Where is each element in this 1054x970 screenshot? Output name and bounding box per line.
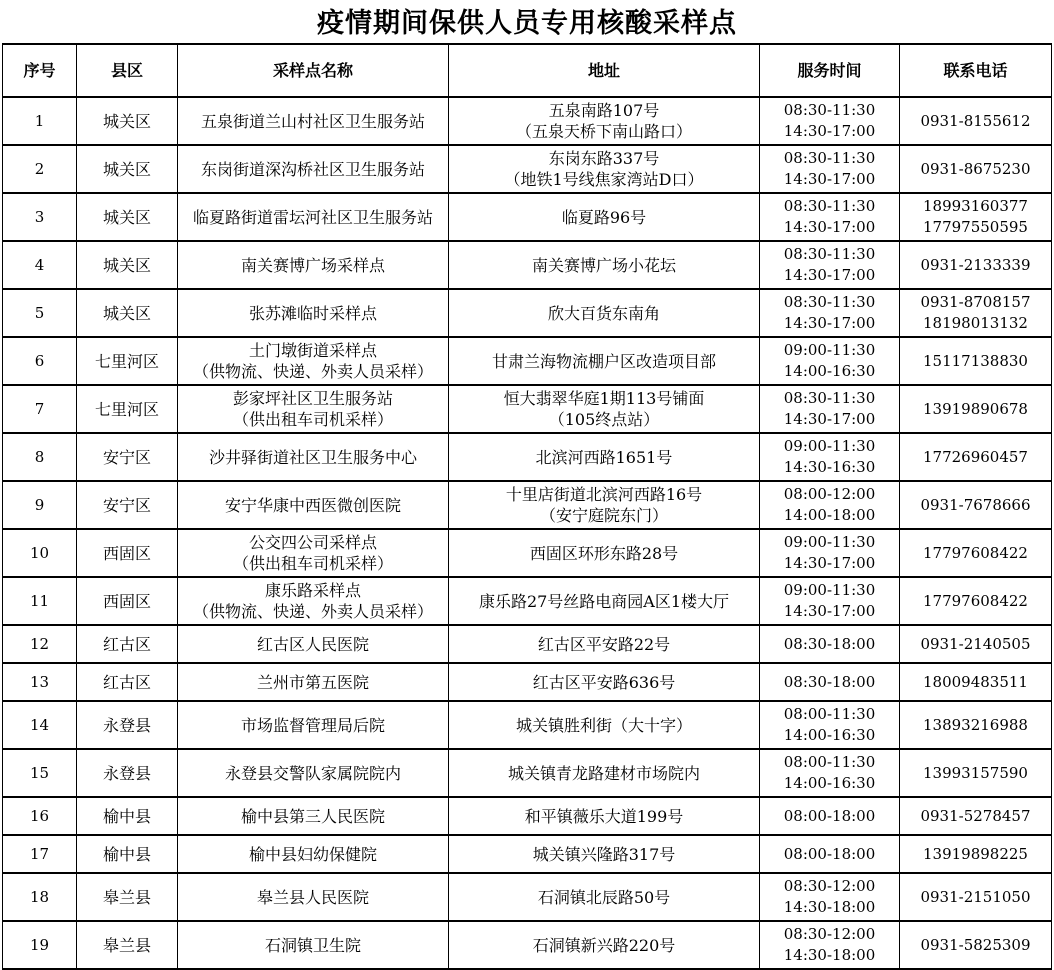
cell-line: 和平镇薇乐大道199号 bbox=[524, 806, 684, 826]
cell-district: 城关区 bbox=[77, 241, 178, 289]
cell-line: 14:00-16:30 bbox=[783, 726, 876, 744]
table-row bbox=[3, 663, 1052, 701]
cell-phones bbox=[900, 873, 1052, 921]
cell-line: 红古区平安路636号 bbox=[532, 672, 676, 692]
cell-site bbox=[178, 835, 449, 873]
cell-serial-number: 17 bbox=[3, 835, 77, 873]
cell-line: 欣大百货东南角 bbox=[547, 303, 660, 323]
cell-line: 石洞镇卫生院 bbox=[264, 935, 361, 955]
cell-line: 14:30-18:00 bbox=[783, 898, 876, 916]
cell-line: 彭家坪社区卫生服务站 bbox=[232, 389, 393, 408]
cell-line: 08:00-12:00 bbox=[783, 485, 876, 503]
cell-hours bbox=[760, 193, 900, 241]
cell-district: 安宁区 bbox=[77, 481, 178, 529]
header-contact-phone: 联系电话 bbox=[900, 44, 1052, 97]
cell-hours bbox=[760, 241, 900, 289]
table-row bbox=[3, 625, 1052, 663]
cell-line: 08:30-11:30 bbox=[783, 293, 876, 311]
cell-line: 08:30-11:30 bbox=[783, 149, 876, 167]
cell-line: 14:30-17:00 bbox=[783, 218, 876, 236]
cell-serial-number: 14 bbox=[3, 701, 77, 749]
cell-line: 08:00-18:00 bbox=[783, 806, 876, 825]
cell-district: 永登县 bbox=[77, 701, 178, 749]
cell-line: 石洞镇北辰路50号 bbox=[537, 887, 671, 907]
cell-hours bbox=[760, 385, 900, 433]
cell-line: 17797608422 bbox=[923, 543, 1028, 562]
cell-line: （供出租车司机采样） bbox=[232, 410, 393, 429]
cell-district: 榆中县 bbox=[77, 797, 178, 835]
table-row bbox=[3, 481, 1052, 529]
header-district: 县区 bbox=[77, 44, 178, 97]
cell-line: 红古区平安路22号 bbox=[537, 634, 671, 654]
cell-hours bbox=[760, 433, 900, 481]
cell-site bbox=[178, 529, 449, 577]
cell-line: 17797608422 bbox=[923, 591, 1028, 610]
table-row bbox=[3, 385, 1052, 433]
header-row bbox=[3, 44, 1052, 97]
cell-line: 14:30-17:00 bbox=[783, 314, 876, 332]
cell-line: 08:30-11:30 bbox=[783, 101, 876, 119]
cell-address bbox=[449, 663, 760, 701]
cell-address bbox=[449, 289, 760, 337]
cell-site bbox=[178, 481, 449, 529]
cell-line: 兰州市第五医院 bbox=[256, 672, 369, 692]
cell-line: 08:00-11:30 bbox=[783, 753, 876, 771]
cell-line: 14:30-17:00 bbox=[783, 266, 876, 284]
cell-line: 14:30-17:00 bbox=[783, 554, 876, 572]
table-header bbox=[3, 44, 1052, 97]
cell-district: 七里河区 bbox=[77, 385, 178, 433]
cell-phones bbox=[900, 835, 1052, 873]
cell-serial-number: 10 bbox=[3, 529, 77, 577]
cell-site bbox=[178, 701, 449, 749]
cell-hours bbox=[760, 749, 900, 797]
cell-address bbox=[449, 337, 760, 385]
cell-site bbox=[178, 145, 449, 193]
cell-line: 沙井驿街道社区卫生服务中心 bbox=[208, 447, 417, 467]
cell-line: 0931-8155612 bbox=[920, 111, 1031, 130]
cell-line: 市场监督管理局后院 bbox=[240, 715, 385, 735]
cell-line: 十里店街道北滨河西路16号 bbox=[505, 485, 703, 504]
cell-district: 皋兰县 bbox=[77, 873, 178, 921]
table-row bbox=[3, 701, 1052, 749]
cell-address bbox=[449, 921, 760, 969]
cell-line: （地铁1号线焦家湾站D口） bbox=[504, 170, 704, 189]
cell-serial-number: 2 bbox=[3, 145, 77, 193]
cell-line: 08:30-12:00 bbox=[783, 877, 876, 895]
cell-line: 北滨河西路1651号 bbox=[535, 447, 673, 467]
cell-line: 西固区环形东路28号 bbox=[529, 543, 679, 563]
cell-site bbox=[178, 921, 449, 969]
cell-address bbox=[449, 577, 760, 625]
table-row bbox=[3, 145, 1052, 193]
cell-phones bbox=[900, 701, 1052, 749]
cell-serial-number: 6 bbox=[3, 337, 77, 385]
cell-line: 张苏滩临时采样点 bbox=[248, 303, 377, 323]
cell-line: 08:00-11:30 bbox=[783, 705, 876, 723]
cell-phones bbox=[900, 577, 1052, 625]
header-address: 地址 bbox=[449, 44, 760, 97]
cell-line: 13893216988 bbox=[923, 715, 1028, 734]
cell-district: 西固区 bbox=[77, 529, 178, 577]
cell-line: 08:30-12:00 bbox=[783, 925, 876, 943]
cell-line: 城关镇胜利街（大十字） bbox=[515, 715, 692, 735]
cell-line: 康乐路采样点 bbox=[264, 581, 361, 600]
cell-address bbox=[449, 241, 760, 289]
table-row bbox=[3, 433, 1052, 481]
cell-phones bbox=[900, 529, 1052, 577]
cell-address bbox=[449, 481, 760, 529]
cell-hours bbox=[760, 481, 900, 529]
cell-line: 0931-8708157 bbox=[920, 293, 1031, 311]
cell-hours bbox=[760, 529, 900, 577]
cell-district: 红古区 bbox=[77, 663, 178, 701]
cell-district: 安宁区 bbox=[77, 433, 178, 481]
cell-line: 14:30-17:00 bbox=[783, 602, 876, 620]
cell-phones bbox=[900, 797, 1052, 835]
cell-district: 永登县 bbox=[77, 749, 178, 797]
cell-phones bbox=[900, 385, 1052, 433]
cell-phones bbox=[900, 145, 1052, 193]
cell-phones bbox=[900, 241, 1052, 289]
cell-site bbox=[178, 337, 449, 385]
cell-line: （105终点站） bbox=[548, 410, 660, 429]
cell-serial-number: 5 bbox=[3, 289, 77, 337]
cell-address bbox=[449, 433, 760, 481]
cell-line: 14:30-16:30 bbox=[783, 458, 876, 476]
table-body bbox=[3, 97, 1052, 969]
cell-phones bbox=[900, 433, 1052, 481]
cell-serial-number: 4 bbox=[3, 241, 77, 289]
cell-line: 14:00-16:30 bbox=[783, 362, 876, 380]
cell-site bbox=[178, 749, 449, 797]
cell-line: 五泉南路107号 bbox=[548, 101, 660, 120]
cell-line: 石洞镇新兴路220号 bbox=[532, 935, 676, 955]
cell-serial-number: 16 bbox=[3, 797, 77, 835]
cell-district: 城关区 bbox=[77, 193, 178, 241]
cell-serial-number: 9 bbox=[3, 481, 77, 529]
table-row bbox=[3, 577, 1052, 625]
cell-line: 公交四公司采样点 bbox=[248, 533, 377, 552]
cell-hours bbox=[760, 625, 900, 663]
cell-address bbox=[449, 529, 760, 577]
cell-line: 0931-5278457 bbox=[920, 806, 1031, 825]
cell-hours bbox=[760, 701, 900, 749]
table-row bbox=[3, 241, 1052, 289]
cell-serial-number: 3 bbox=[3, 193, 77, 241]
cell-site bbox=[178, 97, 449, 145]
cell-phones bbox=[900, 481, 1052, 529]
cell-hours bbox=[760, 663, 900, 701]
cell-line: 东岗街道深沟桥社区卫生服务站 bbox=[200, 159, 425, 179]
cell-address bbox=[449, 749, 760, 797]
cell-district: 城关区 bbox=[77, 97, 178, 145]
cell-line: 17726960457 bbox=[923, 447, 1028, 466]
cell-serial-number: 1 bbox=[3, 97, 77, 145]
cell-line: 14:30-18:00 bbox=[783, 946, 876, 964]
cell-address bbox=[449, 625, 760, 663]
cell-district: 皋兰县 bbox=[77, 921, 178, 969]
cell-address bbox=[449, 797, 760, 835]
cell-address bbox=[449, 873, 760, 921]
cell-district: 城关区 bbox=[77, 145, 178, 193]
cell-line: 0931-2151050 bbox=[920, 887, 1031, 906]
cell-line: 康乐路27号丝路电商园A区1楼大厅 bbox=[478, 591, 730, 611]
cell-line: 临夏路街道雷坛河社区卫生服务站 bbox=[192, 207, 433, 227]
cell-line: 08:30-18:00 bbox=[783, 634, 876, 653]
cell-serial-number: 18 bbox=[3, 873, 77, 921]
cell-phones bbox=[900, 193, 1052, 241]
cell-site bbox=[178, 241, 449, 289]
cell-line: （安宁庭院东门） bbox=[539, 506, 668, 525]
cell-hours bbox=[760, 873, 900, 921]
cell-hours bbox=[760, 289, 900, 337]
cell-line: 城关镇青龙路建材市场院内 bbox=[507, 763, 700, 783]
cell-address bbox=[449, 193, 760, 241]
table-row bbox=[3, 193, 1052, 241]
cell-site bbox=[178, 193, 449, 241]
cell-line: （供物流、快递、外卖人员采样） bbox=[192, 362, 433, 381]
cell-line: （供物流、快递、外卖人员采样） bbox=[192, 602, 433, 621]
table-row bbox=[3, 873, 1052, 921]
cell-serial-number: 7 bbox=[3, 385, 77, 433]
table-row bbox=[3, 529, 1052, 577]
cell-hours bbox=[760, 337, 900, 385]
cell-line: 08:30-11:30 bbox=[783, 389, 876, 407]
cell-line: 08:30-11:30 bbox=[783, 245, 876, 263]
cell-line: 09:00-11:30 bbox=[783, 341, 876, 359]
cell-line: 14:30-17:00 bbox=[783, 122, 876, 140]
cell-phones bbox=[900, 625, 1052, 663]
table-row bbox=[3, 797, 1052, 835]
cell-line: 14:00-18:00 bbox=[783, 506, 876, 524]
page-title: 疫情期间保供人员专用核酸采样点 bbox=[317, 8, 737, 39]
cell-line: 08:00-18:00 bbox=[783, 844, 876, 863]
cell-address bbox=[449, 97, 760, 145]
cell-phones bbox=[900, 749, 1052, 797]
cell-hours bbox=[760, 97, 900, 145]
cell-line: 18993160377 bbox=[923, 197, 1028, 215]
cell-district: 榆中县 bbox=[77, 835, 178, 873]
table-row bbox=[3, 337, 1052, 385]
header-service-hours: 服务时间 bbox=[760, 44, 900, 97]
cell-line: 18009483511 bbox=[923, 672, 1028, 691]
cell-line: 13919898225 bbox=[923, 844, 1028, 863]
cell-hours bbox=[760, 921, 900, 969]
cell-line: 09:00-11:30 bbox=[783, 533, 876, 551]
cell-phones bbox=[900, 337, 1052, 385]
cell-line: （五泉天桥下南山路口） bbox=[515, 122, 692, 141]
table-row bbox=[3, 835, 1052, 873]
cell-hours bbox=[760, 835, 900, 873]
cell-site bbox=[178, 577, 449, 625]
cell-serial-number: 11 bbox=[3, 577, 77, 625]
cell-district: 西固区 bbox=[77, 577, 178, 625]
cell-line: 08:30-18:00 bbox=[783, 672, 876, 691]
header-serial-number: 序号 bbox=[3, 44, 77, 97]
cell-line: 榆中县第三人民医院 bbox=[240, 806, 385, 826]
cell-site bbox=[178, 663, 449, 701]
cell-phones bbox=[900, 97, 1052, 145]
cell-line: 榆中县妇幼保健院 bbox=[248, 844, 377, 864]
cell-line: 17797550595 bbox=[923, 218, 1028, 236]
cell-hours bbox=[760, 797, 900, 835]
cell-address bbox=[449, 835, 760, 873]
table-row bbox=[3, 921, 1052, 969]
cell-line: 五泉街道兰山村社区卫生服务站 bbox=[200, 111, 425, 131]
cell-line: 0931-5825309 bbox=[920, 935, 1031, 954]
cell-phones bbox=[900, 921, 1052, 969]
cell-line: 09:00-11:30 bbox=[783, 437, 876, 455]
cell-line: 13993157590 bbox=[923, 763, 1028, 782]
cell-hours bbox=[760, 145, 900, 193]
cell-site bbox=[178, 385, 449, 433]
cell-line: 18198013132 bbox=[923, 314, 1028, 332]
cell-line: 0931-2133339 bbox=[920, 255, 1031, 274]
cell-line: 东岗东路337号 bbox=[548, 149, 660, 168]
cell-hours bbox=[760, 577, 900, 625]
cell-line: 09:00-11:30 bbox=[783, 581, 876, 599]
cell-phones bbox=[900, 289, 1052, 337]
cell-line: 15117138830 bbox=[923, 351, 1028, 370]
cell-serial-number: 15 bbox=[3, 749, 77, 797]
cell-line: 14:30-17:00 bbox=[783, 410, 876, 428]
table-row bbox=[3, 289, 1052, 337]
cell-line: 13919890678 bbox=[923, 399, 1028, 418]
cell-line: 城关镇兴隆路317号 bbox=[532, 844, 676, 864]
cell-address bbox=[449, 701, 760, 749]
cell-line: 14:30-17:00 bbox=[783, 170, 876, 188]
cell-line: 永登县交警队家属院院内 bbox=[224, 763, 401, 783]
cell-address bbox=[449, 385, 760, 433]
cell-serial-number: 19 bbox=[3, 921, 77, 969]
cell-line: 甘肃兰海物流棚户区改造项目部 bbox=[491, 351, 716, 371]
header-site-name: 采样点名称 bbox=[178, 44, 449, 97]
cell-line: 14:00-16:30 bbox=[783, 774, 876, 792]
cell-site bbox=[178, 797, 449, 835]
sampling-sites-table bbox=[2, 43, 1052, 970]
cell-line: 临夏路96号 bbox=[561, 207, 647, 227]
cell-site bbox=[178, 433, 449, 481]
cell-line: 红古区人民医院 bbox=[256, 634, 369, 654]
cell-serial-number: 8 bbox=[3, 433, 77, 481]
cell-line: 土门墩街道采样点 bbox=[248, 341, 377, 360]
cell-line: 0931-8675230 bbox=[920, 159, 1031, 178]
cell-site bbox=[178, 873, 449, 921]
cell-address bbox=[449, 145, 760, 193]
cell-serial-number: 13 bbox=[3, 663, 77, 701]
cell-line: 南关赛博广场小花坛 bbox=[531, 255, 676, 275]
cell-district: 城关区 bbox=[77, 289, 178, 337]
table-row bbox=[3, 97, 1052, 145]
cell-line: 0931-7678666 bbox=[920, 495, 1031, 514]
table-row bbox=[3, 749, 1052, 797]
cell-line: 皋兰县人民医院 bbox=[256, 887, 369, 907]
cell-district: 红古区 bbox=[77, 625, 178, 663]
cell-line: （供出租车司机采样） bbox=[232, 554, 393, 573]
cell-site bbox=[178, 625, 449, 663]
cell-line: 08:30-11:30 bbox=[783, 197, 876, 215]
cell-line: 恒大翡翠华庭1期113号铺面 bbox=[503, 389, 705, 408]
cell-site bbox=[178, 289, 449, 337]
cell-serial-number: 12 bbox=[3, 625, 77, 663]
cell-line: 南关赛博广场采样点 bbox=[240, 255, 385, 275]
cell-district: 七里河区 bbox=[77, 337, 178, 385]
cell-line: 0931-2140505 bbox=[920, 634, 1031, 653]
cell-phones bbox=[900, 663, 1052, 701]
cell-line: 安宁华康中西医微创医院 bbox=[224, 495, 401, 515]
